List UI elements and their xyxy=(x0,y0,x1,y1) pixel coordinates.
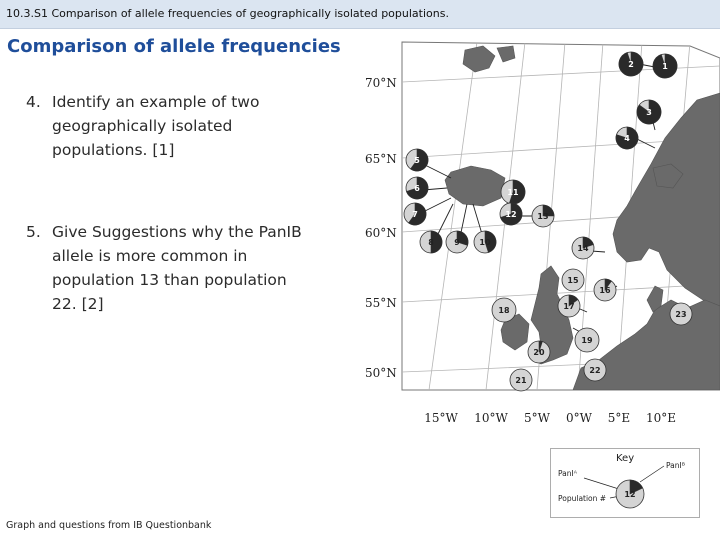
population-label: 6 xyxy=(414,183,420,193)
population-label: 4 xyxy=(624,133,630,143)
key-title: Key xyxy=(616,453,635,464)
population-label: 21 xyxy=(515,375,527,385)
key-pie xyxy=(616,480,644,508)
population-pie xyxy=(510,369,532,391)
population-pie xyxy=(532,205,554,227)
population-label: 8 xyxy=(428,237,434,247)
population-label: 7 xyxy=(412,209,418,219)
population-pie xyxy=(619,52,643,76)
question-4-line: geographically isolated xyxy=(52,117,233,135)
header-bar xyxy=(0,0,720,29)
population-label: 23 xyxy=(675,309,687,319)
key-label-pan-b: PanIᴮ xyxy=(666,461,685,470)
population-pie xyxy=(500,203,522,225)
population-pie xyxy=(406,149,428,171)
population-label: 16 xyxy=(599,285,611,295)
question-4-line: Identify an example of two xyxy=(52,93,260,111)
key-example-pie xyxy=(616,480,644,508)
population-pie xyxy=(653,54,677,78)
population-label: 19 xyxy=(581,335,593,345)
population-label: 20 xyxy=(533,347,545,357)
population-pie xyxy=(474,231,496,253)
question-5-line: population 13 than population xyxy=(52,271,287,289)
population-pie xyxy=(562,269,584,291)
population-label: 11 xyxy=(507,187,519,197)
population-label: 15 xyxy=(567,275,579,285)
lon-label: 5°W xyxy=(524,411,550,425)
lat-label: 60°N xyxy=(365,226,397,240)
question-5-number: 5. xyxy=(26,223,41,241)
population-label: 13 xyxy=(537,211,549,221)
question-4-line: populations. [1] xyxy=(52,141,175,159)
lat-label: 55°N xyxy=(365,296,397,310)
population-label: 22 xyxy=(589,365,601,375)
population-pie xyxy=(572,237,594,259)
population-pie xyxy=(670,303,692,325)
population-pie xyxy=(492,298,516,322)
question-5 xyxy=(26,220,326,316)
population-pie xyxy=(575,328,599,352)
allele-map xyxy=(355,38,720,433)
population-pie xyxy=(594,279,616,301)
population-pie xyxy=(584,359,606,381)
question-4 xyxy=(26,90,286,162)
population-label: 18 xyxy=(498,305,510,315)
key-label-pan-a: PanIᴬ xyxy=(558,469,577,478)
population-label: 9 xyxy=(454,237,460,247)
population-pie xyxy=(404,203,426,225)
lon-label: 10°E xyxy=(645,411,677,425)
question-4-number: 4. xyxy=(26,93,41,111)
population-label: 5 xyxy=(414,155,420,165)
population-label: 12 xyxy=(505,209,517,219)
lon-label: 10°W xyxy=(474,411,508,425)
latitude-labels xyxy=(365,76,397,380)
map-key xyxy=(550,448,700,518)
longitude-labels xyxy=(424,411,676,425)
population-label: 14 xyxy=(577,243,589,253)
population-pie xyxy=(406,177,428,199)
population-label: 1 xyxy=(662,61,668,71)
lat-label: 70°N xyxy=(365,76,397,90)
population-pie xyxy=(420,231,442,253)
lon-label: 0°W xyxy=(566,411,592,425)
question-5-line: 22. [2] xyxy=(52,295,104,313)
question-5-line: Give Suggestions why the PanIB xyxy=(52,223,302,241)
population-label: 10 xyxy=(479,237,491,247)
lon-label: 5°E xyxy=(607,411,631,425)
header-title: 10.3.S1 Comparison of allele frequencies of geographically isolated populations. xyxy=(6,7,449,20)
key-label-population: Population # xyxy=(558,494,607,503)
population-label: 2 xyxy=(628,59,634,69)
population-pie xyxy=(501,180,525,204)
population-label: 17 xyxy=(563,301,575,311)
credit-text: Graph and questions from IB Questionbank xyxy=(6,520,212,531)
slide-title: Comparison of allele frequencies xyxy=(7,36,341,57)
population-pie xyxy=(558,295,580,317)
population-pie xyxy=(616,127,638,149)
lat-label: 65°N xyxy=(365,152,397,166)
lon-label: 15°W xyxy=(424,411,458,425)
population-label: 12 xyxy=(624,489,636,499)
population-label: 3 xyxy=(646,107,652,117)
population-pie xyxy=(528,341,550,363)
lat-label: 50°N xyxy=(365,366,397,380)
population-pie xyxy=(637,100,661,124)
question-5-line: allele is more common in xyxy=(52,247,248,265)
population-pie xyxy=(446,231,468,253)
